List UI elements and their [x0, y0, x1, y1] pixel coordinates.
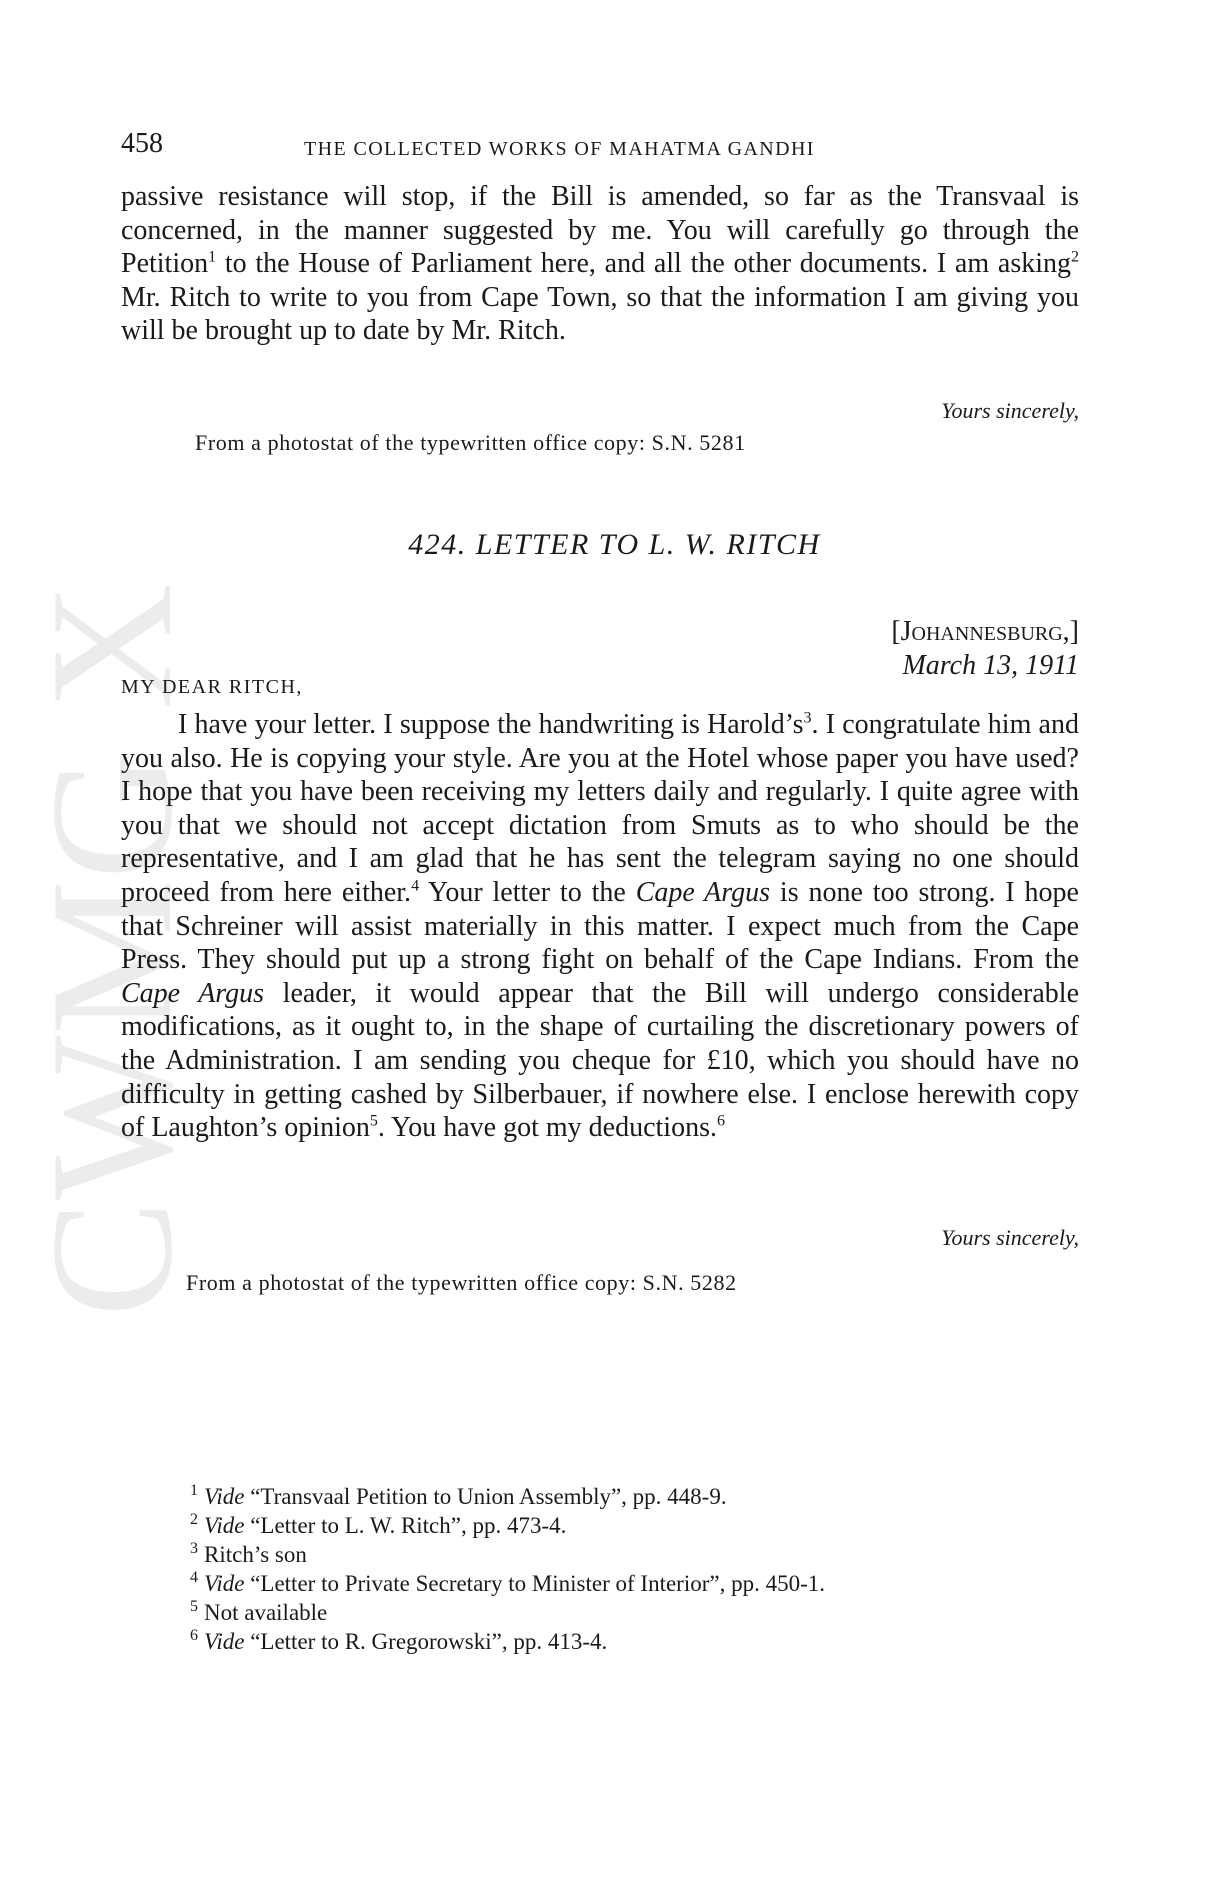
letter-body-block [121, 708, 1079, 1145]
continuation-text-1: passive resistance will stop, if the Bill is amended, so far as the Transvaal is concerned, in the manner suggested by me. You will carefully go through the Petition [121, 181, 1079, 280]
letter-place: [Johannesburg,] [891, 616, 1079, 647]
salutation: MY DEAR RITCH, [121, 676, 303, 698]
running-title: THE COLLECTED WORKS OF MAHATMA GANDHI [304, 138, 815, 160]
footnote-ref-3: 3 [803, 709, 812, 727]
letter-body-text-5: leader, it would appear that the Bill will undergo considerable modifications, as it ought to, in the shape of curtailing the discretionary powers of the Administration. I am sending you cheque for £10, which you should have no difficulty in getting cashed by Silberbauer, if nowhere else. I enclose herewith copy of Laughton’s opinion [121, 977, 1079, 1144]
letter-body-text-2: . I congratulate him and you also. He is copying your style. Are you at the Hotel whose paper you have used? I hope that you have been receiving my letters daily and regularly. I quite agree with you that we should not accept dictation from Smuts as to who should be the representative, and I am glad that he has sent the telegram saying no one should proceed from here either. [121, 709, 1079, 908]
footnote-ref-2: 2 [1071, 248, 1079, 266]
footnote-ref-4: 4 [411, 877, 420, 895]
footnote-5: $^5$ Not available [190, 1598, 328, 1625]
footnote-4: $^4$ Vide “Letter to Private Secretary to Minister of Interior”, pp. 450-1. [190, 1569, 826, 1596]
footnote-3: $^3$ Ritch’s son [190, 1540, 307, 1567]
continuation-paragraph [121, 180, 1079, 348]
continuation-paragraph-block [121, 180, 1079, 348]
place-date [891, 615, 1079, 683]
footnote-ref-6: 6 [716, 1112, 725, 1130]
watermark-text: CWMG [50, 753, 209, 1318]
footnote-1: $^1$ Vide “Transvaal Petition to Union Assembly”, pp. 448-9. [190, 1482, 727, 1509]
letter-body-text-3: Your letter to the [419, 876, 636, 908]
letter-date: March 13, 1911 [902, 650, 1079, 681]
letter-heading: 424. LETTER TO L. W. RITCH [408, 528, 821, 561]
footnotes [190, 1482, 1070, 1656]
footnote-6: $^6$ Vide “Letter to R. Gregorowski”, pp. 413-4. [190, 1627, 608, 1654]
footnote-ref-5: 5 [369, 1112, 378, 1130]
letter-body-text-6: . You have got my deductions. [377, 1112, 717, 1144]
letter-source: From a photostat of the typewritten office copy: S.N. 5282 [186, 1270, 737, 1295]
letter-body-text-1: I have your letter. I suppose the handwriting is Harold’s [178, 709, 804, 740]
letter-closing: Yours sincerely, [941, 1225, 1079, 1250]
letter-body-text-4: is none too strong. I hope that Schreiner will assist materially in this matter. I expect much from the Cape Press. They should put up a strong fight on behalf of the Cape Indians. From the [121, 876, 1079, 976]
continuation-source: From a photostat of the typewritten office copy: S.N. 5281 [195, 430, 746, 455]
page-number: 458 [121, 128, 163, 159]
cape-argus-title-1: Cape Argus [635, 876, 771, 908]
footnote-ref-1: 1 [208, 248, 217, 266]
cape-argus-title-2: Cape Argus [121, 977, 265, 1009]
running-head [121, 128, 1081, 168]
continuation-text-2: to the House of Parliament here, and all the other documents. I am asking [216, 248, 1071, 280]
letter-body [121, 708, 1079, 1145]
continuation-closing: Yours sincerely, [941, 398, 1079, 423]
continuation-text-3: Mr. Ritch to write to you from Cape Town, so that the information I am giving you will be brought up to date by Mr. Ritch. [121, 281, 1079, 347]
footnote-2: $^2$ Vide “Letter to L. W. Ritch”, pp. 473-4. [190, 1511, 567, 1538]
